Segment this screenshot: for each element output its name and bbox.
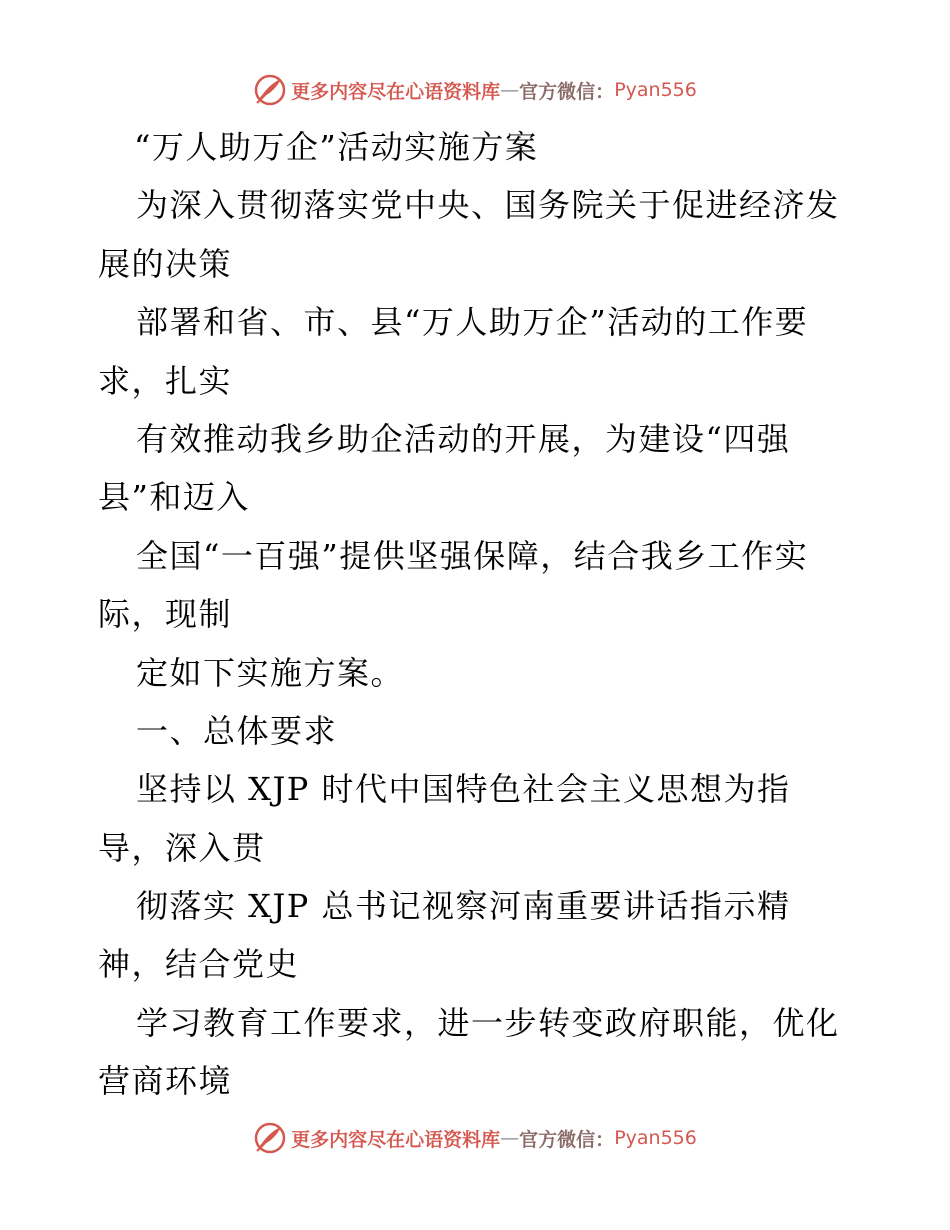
paragraph-line: 展的决策 <box>98 244 233 283</box>
quill-logo-icon <box>253 1121 287 1155</box>
footer-banner <box>0 1118 950 1158</box>
banner-dash: — <box>500 79 520 101</box>
quill-logo-icon <box>253 73 287 107</box>
banner-wechat-label: 官方微信： <box>519 80 615 103</box>
paragraph-line: 神，结合党史 <box>98 945 300 984</box>
paragraph-line: 彻落实 XJP 总书记视察河南重要讲话指示精 <box>136 887 791 926</box>
header-banner <box>0 70 950 110</box>
banner-wechat-id: Pyan556 <box>614 79 697 101</box>
banner-wechat-label: 官方微信： <box>519 1128 615 1151</box>
paragraph-line: 全国“一百强”提供坚强保障，结合我乡工作实 <box>136 536 809 575</box>
paragraph-line: 一、总体要求 <box>136 711 338 750</box>
document-title: “万人助万企”活动实施方案 <box>134 128 539 166</box>
paragraph-line: 部署和省、市、县“万人助万企”活动的工作要 <box>136 303 809 342</box>
paragraph-line: 县”和迈入 <box>98 478 250 517</box>
banner-dash: — <box>500 1127 520 1149</box>
paragraph-line: 为深入贯彻落实党中央、国务院关于促进经济发 <box>136 186 840 225</box>
paragraph-line: 际，现制 <box>98 595 233 634</box>
banner-main-text: 更多内容尽在心语资料库 <box>291 1128 501 1151</box>
paragraph-line: 求，扎实 <box>98 361 233 400</box>
paragraph-line: 定如下实施方案。 <box>136 653 405 692</box>
banner-wechat-id: Pyan556 <box>614 1127 697 1149</box>
document-lines <box>98 176 858 1110</box>
paragraph-line: 学习教育工作要求，进一步转变政府职能，优化 <box>136 1003 840 1042</box>
paragraph-line: 有效推动我乡助企活动的开展，为建设“四强 <box>136 419 791 458</box>
paragraph-line: 营商环境 <box>98 1062 233 1101</box>
banner-main-text: 更多内容尽在心语资料库 <box>291 80 501 103</box>
paragraph-line: 坚持以 XJP 时代中国特色社会主义思想为指 <box>136 770 791 809</box>
paragraph-line: 导，深入贯 <box>98 828 266 867</box>
document-body <box>98 118 858 1111</box>
